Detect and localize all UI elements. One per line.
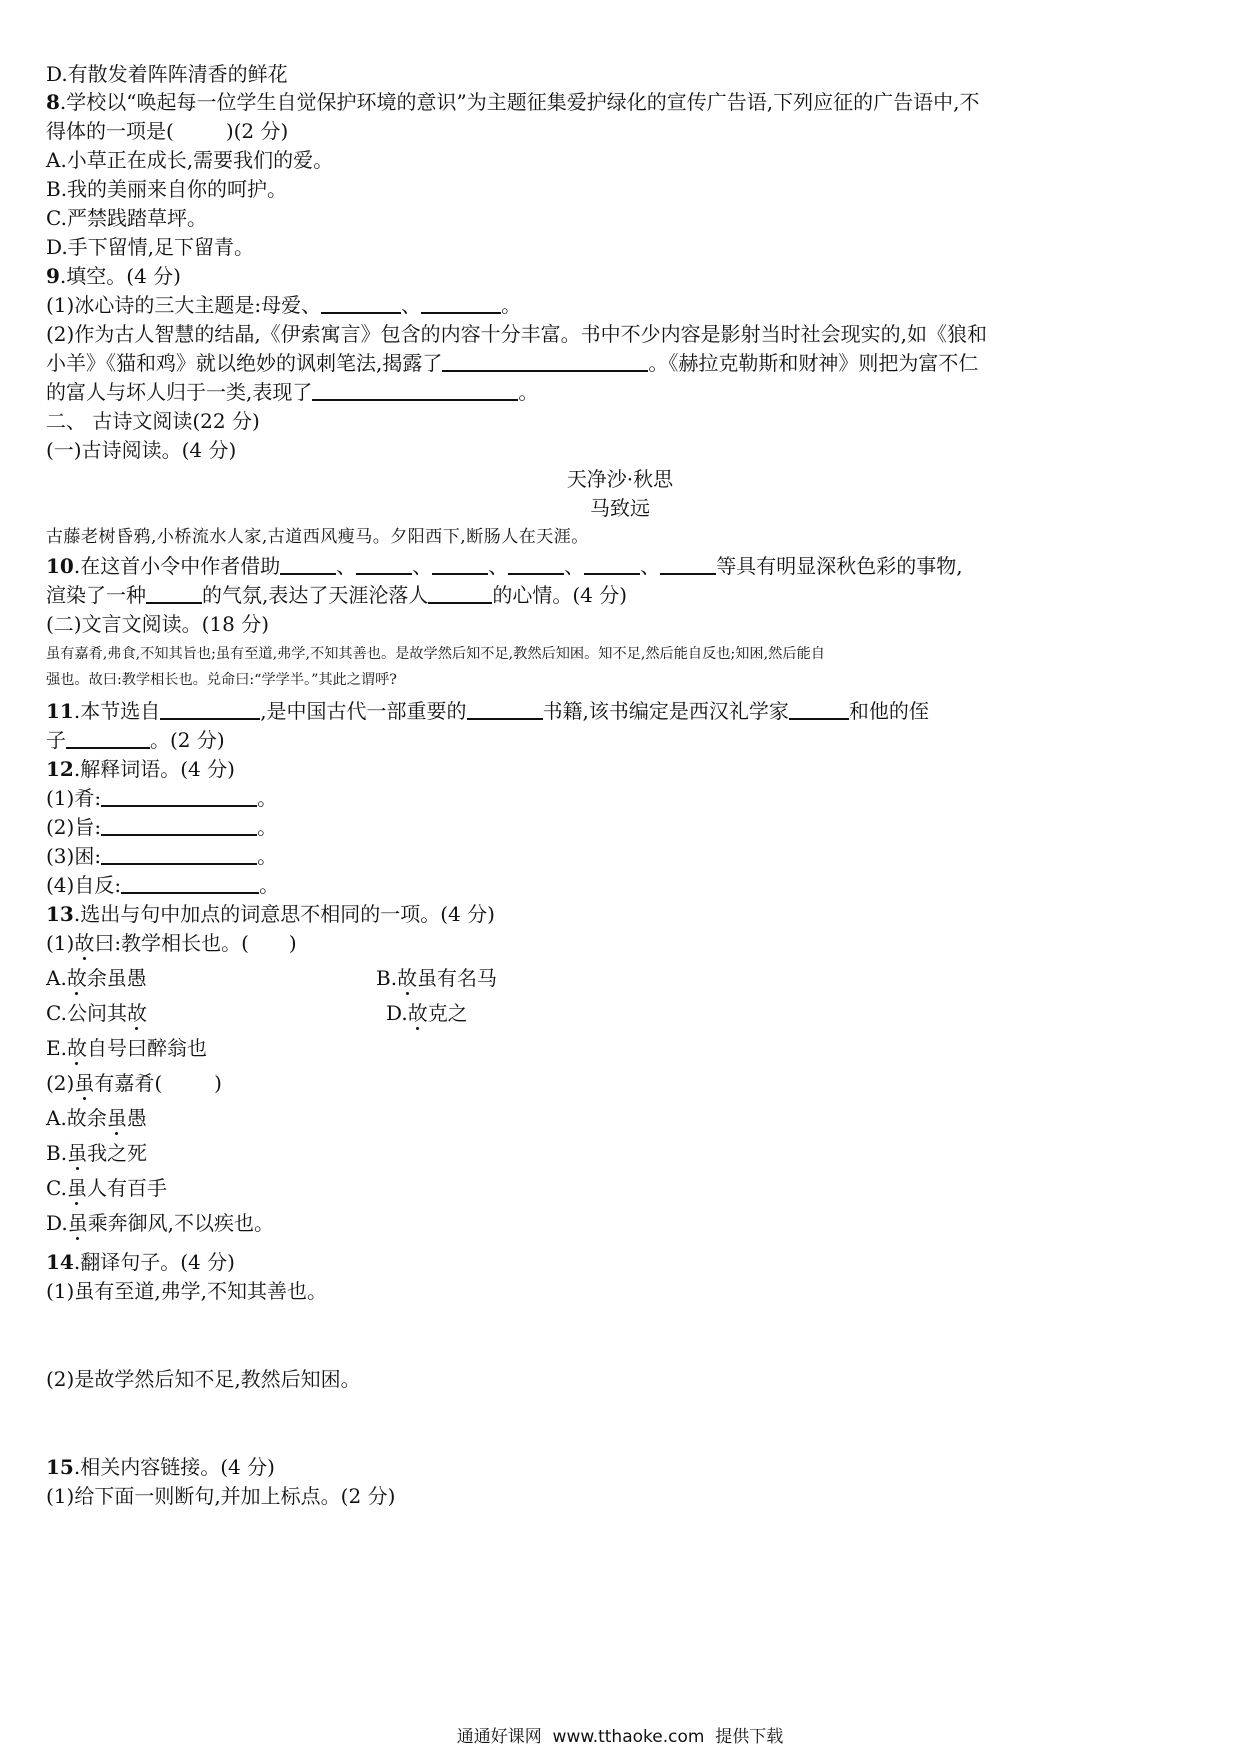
q12-item-1-end: 。: [257, 786, 278, 810]
q13-title: [46, 900, 495, 928]
q11-line2: [46, 726, 225, 754]
q8-option-b: [46, 175, 287, 203]
q9-part1: [46, 291, 521, 319]
q9-part2-text2-end: 。《赫拉克勒斯和财神》则把为富不仁: [648, 351, 979, 375]
q13-sub2-option-d: [46, 1209, 274, 1237]
q13-sub1-option-a: [46, 964, 147, 992]
q12-item-4: [46, 871, 279, 899]
q10-blank-4[interactable]: [508, 555, 564, 575]
q10-text-5: 的心情。(4 分): [492, 583, 628, 607]
q8-option-a-text: A.小草正在成长,需要我们的爱。: [46, 148, 334, 172]
classical-text-line1: [46, 640, 825, 668]
poem-title-text: 天净沙·秋思: [566, 467, 674, 491]
q15-number: 15: [46, 1455, 74, 1479]
q10-text-3: 渲染了一种: [46, 583, 146, 607]
poem-text-content: 古藤老树昏鸦,小桥流水人家,古道西风瘦马。夕阳西下,断肠人在天涯。: [46, 527, 589, 547]
q8-stem-text: .学校以“唤起每一位学生自觉保护环境的意识”为主题征集爱护绿化的宣传广告语,下列应征的广告语中,不: [59, 90, 980, 114]
option-dotted-char: 虽: [66, 1176, 87, 1200]
q8-stem-line1: [46, 88, 979, 116]
q11-text-2: ,是中国古代一部重要的: [260, 699, 467, 723]
q12-title-text: .解释词语。(4 分): [73, 757, 235, 781]
q12-item-4-end: 。: [259, 873, 280, 897]
q15-title-text: .相关内容链接。(4 分): [73, 1455, 275, 1479]
q15-title: [46, 1453, 275, 1481]
q13-sub2-close: ): [214, 1071, 222, 1095]
classical-text-1: 虽有嘉肴,弗食,不知其旨也;虽有至道,弗学,不知其善也。是故学然后知不足,教然后知困。知不足,然后能自反也;知困,然后能自: [46, 646, 825, 662]
q12-item-1-label: (1)肴:: [46, 786, 102, 810]
q8-stem-text2: 得体的一项是(: [46, 119, 174, 143]
poem-author: [0, 494, 1240, 522]
q9-part1-text: (1)冰心诗的三大主题是:母爱、: [46, 293, 322, 317]
q9-part1-end: 。: [501, 293, 522, 317]
poem-author-text: 马致远: [590, 496, 650, 520]
q9-separator: 、: [401, 293, 422, 317]
option-text: 愚: [126, 1106, 147, 1130]
q8-option-c: [46, 204, 207, 232]
q10-line2: [46, 581, 627, 609]
q9-blank-3[interactable]: [442, 352, 648, 372]
section-2-title-text: 二、 古诗文阅读(22 分): [46, 409, 260, 433]
q15-sub1: [46, 1482, 395, 1510]
q8-option-a: [46, 146, 333, 174]
q12-item-2: [46, 813, 277, 841]
q13-sub1-text: 曰:教学相长也。(: [94, 931, 249, 955]
q7-option-d: [46, 60, 288, 88]
q10-text-4: 的气氛,表达了天涯沦落人: [202, 583, 429, 607]
q8-option-c-text: C.严禁践踏草坪。: [46, 206, 207, 230]
q12-item-3-label: (3)困:: [46, 844, 102, 868]
q9-title-text: .填空。(4 分): [59, 264, 181, 288]
q12-blank-1[interactable]: [101, 787, 257, 807]
option-text: 余虽愚: [86, 966, 147, 990]
part-1-title: [46, 436, 236, 464]
q9-part2-line2: [46, 349, 978, 377]
q10-text-2: 等具有明显深秋色彩的事物,: [716, 554, 963, 578]
q10-blank-2[interactable]: [356, 555, 412, 575]
q8-number: 8: [46, 90, 60, 114]
option-prefix: B.: [46, 1141, 68, 1165]
option-text: 虽有名马: [417, 966, 498, 990]
q11-text-1: .本节选自: [73, 699, 161, 723]
q13-title-text: .选出与句中加点的词意思不相同的一项。(4 分): [73, 902, 495, 926]
q13-sub1-option-e: [46, 1034, 207, 1062]
q9-part2-line3: [46, 378, 538, 406]
q14-number: 14: [46, 1250, 74, 1274]
option-prefix: D.: [46, 1211, 68, 1235]
q8-option-b-text: B.我的美丽来自你的呵护。: [46, 177, 288, 201]
poem-text: [46, 523, 589, 551]
q9-part2-line1: [46, 320, 987, 348]
q13-sub1-dotted-char: 故: [74, 931, 95, 955]
q7-option-d-text: D.有散发着阵阵清香的鲜花: [46, 62, 288, 86]
q12-item-4-label: (4)自反:: [46, 873, 122, 897]
q13-sub1-option-c: [46, 999, 147, 1027]
q12-blank-4[interactable]: [121, 874, 259, 894]
q8-score: )(2 分): [225, 119, 289, 143]
q11-blank-2[interactable]: [467, 700, 543, 720]
q11-blank-1[interactable]: [160, 700, 260, 720]
q8-option-d-text: D.手下留情,足下留青。: [46, 235, 255, 259]
q10-sep-4: 、: [564, 554, 585, 578]
q13-sub1-option-d: [386, 999, 468, 1027]
q12-item-2-label: (2)旨:: [46, 815, 102, 839]
q8-stem-line2: [46, 117, 288, 145]
q10-blank-8[interactable]: [428, 584, 492, 604]
page-footer: [0, 1722, 1240, 1747]
option-dotted-char: 虽: [106, 1106, 127, 1130]
q12-number: 12: [46, 757, 74, 781]
option-prefix: C.公问其: [46, 1001, 127, 1025]
q10-sep-1: 、: [336, 554, 357, 578]
option-prefix: B.: [376, 966, 398, 990]
q10-blank-1[interactable]: [280, 555, 336, 575]
q11-number: 11: [46, 699, 74, 723]
q10-sep-3: 、: [488, 554, 509, 578]
q11-line1: [46, 697, 929, 725]
q14-title: [46, 1248, 235, 1276]
q13-sub1-close: ): [288, 931, 297, 955]
option-dotted-char: 虽: [67, 1141, 88, 1165]
q9-blank-2[interactable]: [421, 294, 501, 314]
q10-line1: [46, 552, 963, 580]
q9-part2-text3: 的富人与坏人归于一类,表现了: [46, 380, 313, 404]
q11-text-6: 。(2 分): [150, 728, 225, 752]
option-prefix: A.: [46, 966, 67, 990]
q13-sub2: [46, 1069, 222, 1097]
q14-title-text: .翻译句子。(4 分): [73, 1250, 235, 1274]
q13-sub2-option-c: [46, 1174, 167, 1202]
q12-title: [46, 755, 235, 783]
q10-blank-7[interactable]: [146, 584, 202, 604]
part-1-title-text: (一)古诗阅读。(4 分): [46, 438, 237, 462]
q9-part2-end: 。: [518, 380, 539, 404]
classical-text-line2: [46, 666, 397, 694]
option-prefix: E.: [46, 1036, 67, 1060]
part-2-title: [46, 610, 269, 638]
option-text: 乘奔御风,不以疾也。: [87, 1211, 275, 1235]
option-dotted-char: 故: [397, 966, 418, 990]
section-2-title: [46, 407, 260, 435]
q11-text-5: 子: [46, 728, 66, 752]
q13-sub1-option-b: [376, 964, 497, 992]
option-dotted-char: 故: [407, 1001, 428, 1025]
q10-blank-6[interactable]: [660, 555, 716, 575]
q9-part2-text1: (2)作为古人智慧的结晶,《伊索寓言》包含的内容十分丰富。书中不少内容是影射当时社会现实的,如《狼和: [46, 322, 988, 346]
q10-sep-2: 、: [412, 554, 433, 578]
q14-sentence-1-text: (1)虽有至道,弗学,不知其善也。: [46, 1279, 328, 1303]
classical-text-2: 强也。故曰:教学相长也。兑命曰:“学学半。”其此之谓呼?: [46, 672, 397, 688]
q14-sentence-1: [46, 1277, 327, 1305]
part-2-title-text: (二)文言文阅读。(18 分): [46, 612, 270, 636]
q13-sub2-option-a: [46, 1104, 147, 1132]
q11-text-3: 书籍,该书编定是西汉礼学家: [542, 699, 789, 723]
q13-sub2-option-b: [46, 1139, 147, 1167]
q13-sub2-prefix: (2): [46, 1071, 75, 1095]
q12-blank-2[interactable]: [101, 816, 257, 836]
q11-blank-3[interactable]: [789, 700, 849, 720]
q10-sep-5: 、: [640, 554, 661, 578]
option-text: 我之死: [87, 1141, 148, 1165]
q9-blank-4[interactable]: [312, 381, 518, 401]
q14-sentence-2-text: (2)是故学然后知不足,教然后知困。: [46, 1367, 361, 1391]
q8-option-d: [46, 233, 254, 261]
q12-item-1: [46, 784, 277, 812]
option-dotted-char: 故: [126, 1001, 147, 1025]
option-text: 人有百手: [86, 1176, 167, 1200]
q10-blank-3[interactable]: [432, 555, 488, 575]
q10-number: 10: [46, 554, 74, 578]
q9-part2-text2: 小羊》《猫和鸡》就以绝妙的讽刺笔法,揭露了: [46, 351, 443, 375]
option-prefix: D.: [386, 1001, 408, 1025]
footer-text: 通通好课网 www.tthaoke.com 提供下载: [456, 1727, 784, 1747]
q9-title: [46, 262, 181, 290]
option-prefix: C.: [46, 1176, 67, 1200]
q13-sub2-text: 有嘉肴(: [94, 1071, 163, 1095]
q13-sub1: [46, 929, 297, 957]
q12-item-2-end: 。: [257, 815, 278, 839]
option-dotted-char: 故: [66, 966, 87, 990]
option-dotted-char: 虽: [67, 1211, 88, 1235]
option-dotted-char: 故: [66, 1036, 87, 1060]
q11-text-4: 和他的侄: [848, 699, 929, 723]
q15-sub1-text: (1)给下面一则断句,并加上标点。(2 分): [46, 1484, 396, 1508]
option-prefix: A.故余: [46, 1106, 107, 1130]
q10-text-1: .在这首小令中作者借助: [73, 554, 281, 578]
q13-number: 13: [46, 902, 74, 926]
q12-item-3: [46, 842, 277, 870]
q12-item-3-end: 。: [257, 844, 278, 868]
q9-blank-1[interactable]: [321, 294, 401, 314]
q12-blank-3[interactable]: [101, 845, 257, 865]
poem-title: [0, 465, 1240, 493]
q10-blank-5[interactable]: [584, 555, 640, 575]
q13-sub2-dotted-char: 虽: [74, 1071, 95, 1095]
q11-blank-4[interactable]: [66, 729, 150, 749]
q9-number: 9: [46, 264, 60, 288]
option-text: 自号曰醉翁也: [86, 1036, 207, 1060]
option-text: 克之: [427, 1001, 468, 1025]
q13-sub1-prefix: (1): [46, 931, 75, 955]
q14-sentence-2: [46, 1365, 361, 1393]
